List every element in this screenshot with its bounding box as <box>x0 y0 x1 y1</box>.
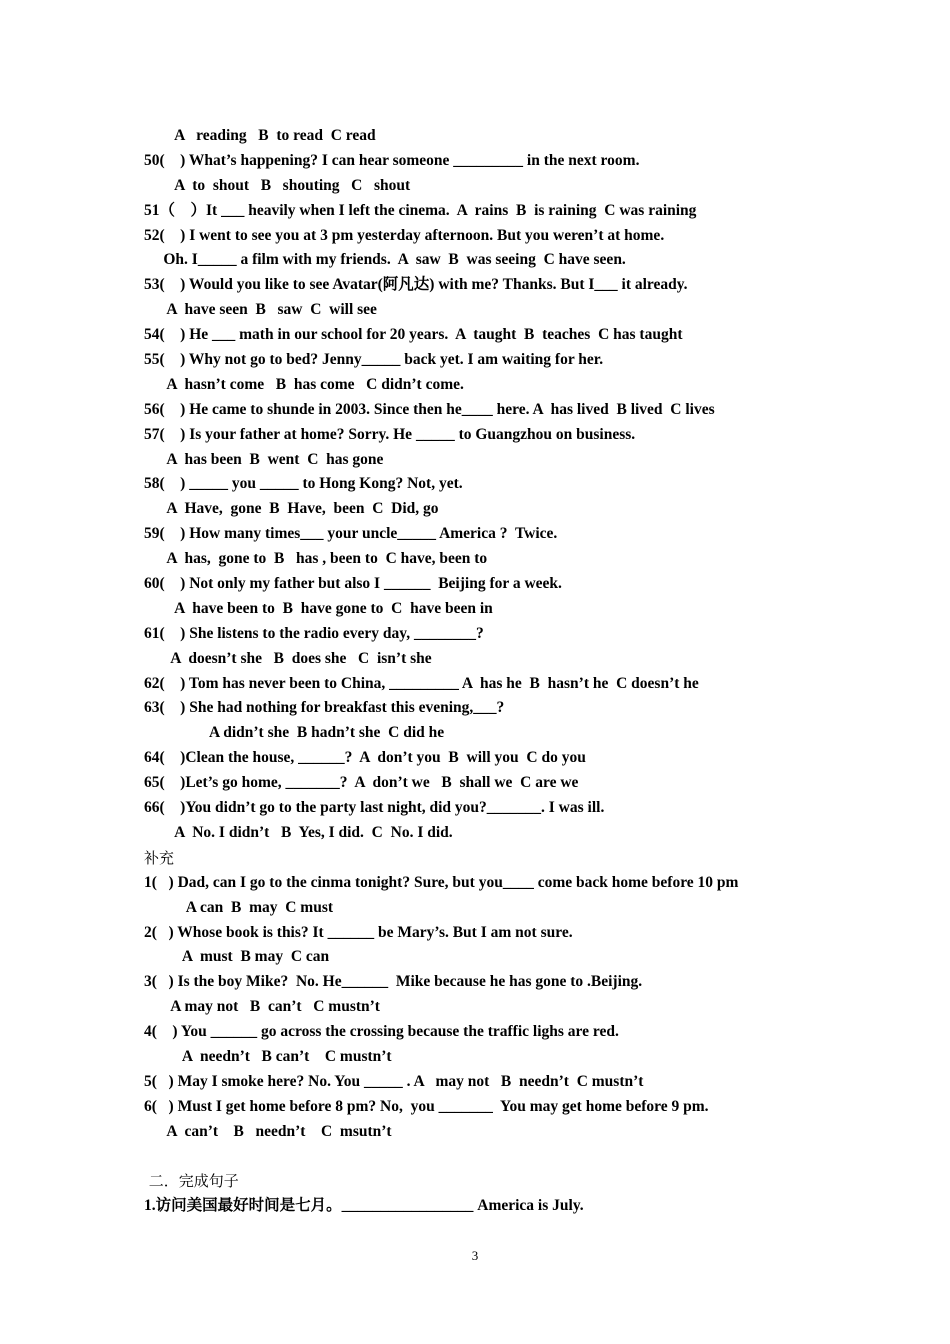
question-63: 63( ) She had nothing for breakfast this evening,___? <box>144 699 505 717</box>
question-58: 58( ) _____ you _____ to Hong Kong? Not, yet. <box>144 475 463 493</box>
question-59-options: A has, gone to B has , been to C have, been to <box>144 550 488 568</box>
question-61: 61( ) She listens to the radio every day, ________? <box>144 624 484 642</box>
question-66-options: A No. I didn’t B Yes, I did. C No. I did. <box>144 823 453 841</box>
question-58-options: A Have, gone B Have, been C Did, go <box>144 500 439 518</box>
question-57-options: A has been B went C has gone <box>144 450 384 468</box>
question-52: 52( ) I went to see you at 3 pm yesterday afternoon. But you weren’t at home. <box>144 226 665 244</box>
question-57: 57( ) Is your father at home? Sorry. He _____ to Guangzhou on business. <box>144 425 636 443</box>
supplement-question-5: 5( ) May I smoke here? No. You _____ . A may not B needn’t C mustn’t <box>144 1072 644 1090</box>
text-line: A reading B to read C read <box>144 127 376 144</box>
question-55: 55( ) Why not go to bed? Jenny_____ back yet. I am waiting for her. <box>144 351 604 369</box>
question-65: 65( )Let’s go home, _______? A don’t we B shall we C are we <box>144 774 579 792</box>
supplement-question-3: 3( ) Is the boy Mike? No. He______ Mike because he has gone to .Beijing. <box>144 973 643 991</box>
question-63-options: A didn’t she B hadn’t she C did he <box>144 724 445 742</box>
sentence-1: 1.访问美国最好时间是七月。_________________ America is July. <box>144 1197 584 1215</box>
question-61-options: A doesn’t she B does she C isn’t she <box>144 649 432 667</box>
page-number: 3 <box>471 1248 479 1263</box>
question-59: 59( ) How many times___ your uncle_____ America ? Twice. <box>144 525 558 543</box>
question-60: 60( ) Not only my father but also I ______ Beijing for a week. <box>144 575 562 593</box>
question-56: 56( ) He came to shunde in 2003. Since then he____ here. A has lived B lived C lives <box>144 400 715 418</box>
question-53-options: A have seen B saw C will see <box>144 301 377 319</box>
blank-line <box>144 1145 844 1170</box>
question-60-options: A have been to B have gone to C have been in <box>144 599 493 617</box>
supplement-question-2-options: A must B may C can <box>144 948 330 966</box>
question-52-continued: Oh. I_____ a film with my friends. A saw B was seeing C have seen. <box>144 251 626 269</box>
question-54: 54( ) He ___ math in our school for 20 years. A taught B teaches C has taught <box>144 326 683 344</box>
question-50-options: A to shout B shouting C shout <box>144 176 411 194</box>
question-53: 53( ) Would you like to see Avatar(阿凡达) with me? Thanks. But I___ it already. <box>144 276 688 294</box>
supplement-question-6: 6( ) Must I get home before 8 pm? No, you _______ You may get home before 9 pm. <box>144 1097 709 1115</box>
supplement-question-6-options: A can’t B needn’t C msutn’t <box>144 1122 392 1140</box>
exercise-content <box>144 124 844 1219</box>
question-51: 51（ ）It ___ heavily when I left the cinema. A rains B is raining C was raining <box>144 201 697 219</box>
question-62: 62( ) Tom has never been to China, _________ A has he B hasn’t he C doesn’t he <box>144 674 699 692</box>
question-50: 50( ) What’s happening? I can hear someone _________ in the next room. <box>144 151 640 169</box>
question-66: 66( )You didn’t go to the party last night, did you?_______. I was ill. <box>144 799 605 817</box>
question-55-options: A hasn’t come B has come C didn’t come. <box>144 375 464 393</box>
supplement-question-1-options: A can B may C must <box>144 898 334 916</box>
supplement-question-4: 4( ) You ______ go across the crossing because the traffic lighs are red. <box>144 1023 619 1041</box>
supplement-question-2: 2( ) Whose book is this? It ______ be Mary’s. But I am not sure. <box>144 923 573 941</box>
supplement-question-3-options: A may not B can’t C mustn’t <box>144 998 380 1016</box>
section-heading-complete-sentences: 二．完成句子 <box>144 1172 239 1191</box>
supplement-question-4-options: A needn’t B can’t C mustn’t <box>144 1047 392 1065</box>
supplement-question-1: 1( ) Dad, can I go to the cinma tonight? Sure, but you____ come back home before 10 pm <box>144 873 739 891</box>
question-64: 64( )Clean the house, ______? A don’t you B will you C do you <box>144 749 586 767</box>
section-heading-supplement: 补充 <box>144 848 175 867</box>
